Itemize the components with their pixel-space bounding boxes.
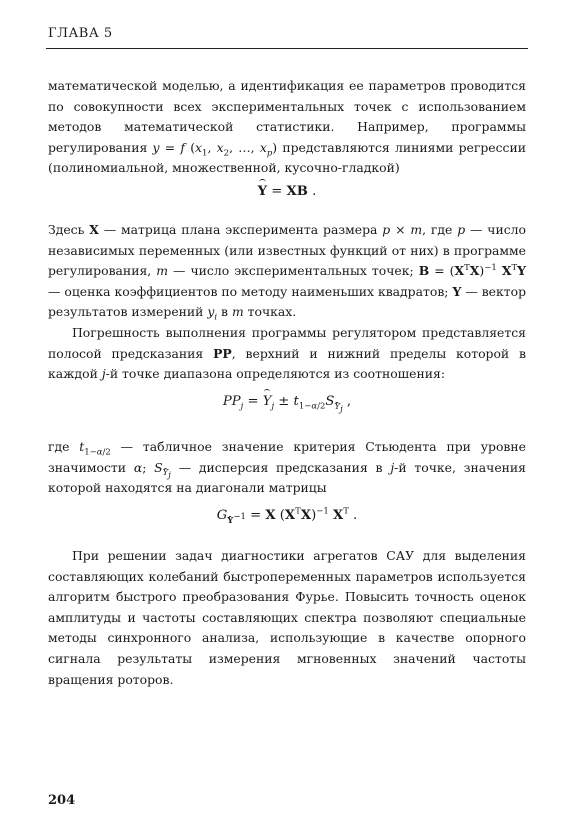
page-number: 204 <box>48 793 76 808</box>
equation-2: $PP_j = Y_j \pm t_{1-\alpha/2}S_{Y_j}$ , <box>222 394 352 415</box>
equation-1: Y = XB . <box>257 184 317 199</box>
paragraph-3: Погрешность выполнения программы регулятором представляется полосой предсказания PP, верхний и нижний пределы которой в каждой j-й точке диапазона определяются из соотношения: <box>48 325 526 382</box>
paragraph-2: Здесь X — матрица плана эксперимента размера p × m, где p — число независимых переменных (или известных функций от них) в программе регулирования, m — число экспериментальных точек; $B = (X^TX)^{-1}$ $X^TY$ — оценка коэффициентов по методу наименьших квадратов; Y — вектор результатов измерений $y_i$ в m точках. <box>48 222 526 323</box>
chapter-header: ГЛАВА 5 <box>48 26 113 41</box>
header-rule <box>46 48 528 49</box>
paragraph-5: При решении задач диагностики агрегатов САУ для выделения составляющих колебаний быстропеременных параметров используется алгоритм быстрого преобразования Фурье. Повысить точность оценок амплитуды и частоты составляющих спектра позволяют специальные методы синхронного анализа, использующие в качестве опорного сигнала результаты измерения мгновенных значений частоты вращения роторов. <box>48 548 526 687</box>
paragraph-1: математической моделью, а идентификация ее параметров проводится по совокупности всех экспериментальных точек с использованием методов математической статистики. Например, программы регулирования y = f ($x_1$, $x_2$, …, $x_p$) представляются линиями регрессии (полиномиальной, множественной, кусочно-гладкой) <box>48 78 526 176</box>
equation-3: $G_{Y^{-1}} = X$ $(X^TX)^{-1}$ $X^T$ . <box>216 506 358 526</box>
paragraph-4: где $t_{1-\alpha/2}$ — табличное значение критерия Стьюдента при уровне значимости α; $S_{Y_j}$ — дисперсия предсказания в j-й точке, значения которой находятся на диагонали матрицы <box>48 439 526 496</box>
